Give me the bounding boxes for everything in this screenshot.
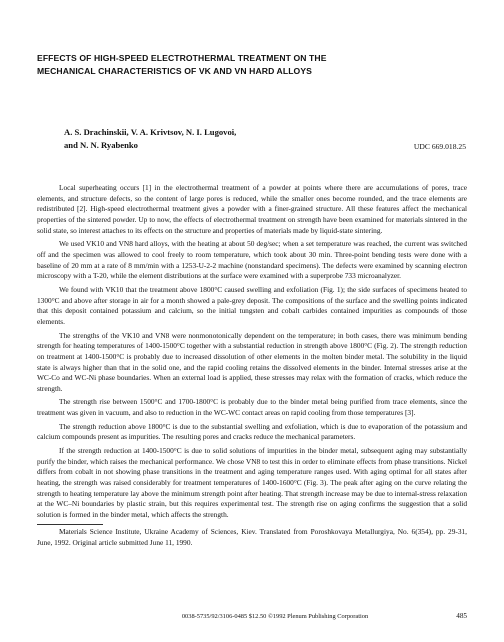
- paragraph: The strength rise between 1500°C and 1700-1800°C is probably due to the binder metal being purified from trace elements, since the treatment was given in vacuum, and also to reduction in the WC-WC contact areas on rapid cooling from those temperatures [3].: [37, 397, 467, 418]
- copyright-line: 0038-5735/92/3106-0485 $12.50 ©1992 Plenum Publishing Corporation: [181, 613, 369, 620]
- title-line-2: MECHANICAL CHARACTERISTICS OF VK AND VN HARD ALLOYS: [37, 66, 313, 76]
- paragraph: We used VK10 and VN8 hard alloys, with the heating at about 50 deg/sec; when a set temperature was reached, the current was switched off and the specimen was allowed to cool freely to room temperature, which took about 30 min. Three-point bending tests were done with a baseline of 20 mm at a rate of 8 mm/min with a 1253-U-2-2 machine (nonstandard specimens). The defects were examined by scanning electron microscopy with a T-20, while the element distributions at the surface were examined with a superprobe 733 microanalyzer.: [37, 239, 467, 281]
- footnote: [37, 527, 467, 548]
- article-title: [37, 52, 477, 78]
- paragraph: If the strength reduction at 1400-1500°C is due to solid solutions of impurities in the binder metal, subsequent aging may substantially purify the binder, which raises the mechanical performance. We chose VN8 to test this in order to eliminate effects from phase transitions. Nickel differs from cobalt in not showing phase transitions in the treatment and aging temperature ranges used. With aging optimal for all states after heating, the strength was raised considerably for treatment temperatures of 1400-1600°C (Fig. 3). The peak after aging on the curve relating the strength to heating temperature lay above the minimum strength point after heating. That strength increase may be due to internal-stress relaxation at the WC–Ni boundaries by plastic strain, but this requires experimental test. The strength rise on aging confirms the suggestion that a solid solution is formed in the binder metal, which affects the strength.: [37, 446, 467, 520]
- paragraph: The strengths of the VK10 and VN8 were nonmonotonically dependent on the temperature; in both cases, there was minimum bending strength for heating temperatures of 1400-1500°C together with a substantial reduction in strength above 1800°C (Fig. 2). The strength reduction on treatment at 1400-1500°C is probably due to increased dissolution of other elements in the molten binder metal. The solubility in the liquid state is always higher than that in the solid one, and the rapid cooling retains the dissolved elements in the binder. Internal stresses arise at the WC-Co and WC-Ni phase boundaries. When an external load is applied, these stresses may relax with the formation of cracks, which reduce the strength.: [37, 330, 467, 393]
- authors-line-1: A. S. Drachinskii, V. A. Krivtsov, N. I. Lugovoi,: [64, 127, 237, 137]
- paragraph: Local superheating occurs [1] in the electrothermal treatment of a powder at points where there are accumulations of pores, trace elements, and structure defects, so the content of large pores is reduced, while the smaller ones become rounded, and the trace elements are redistributed [2]. High-speed electrothermal treatment gives a powder with a finer-grained structure. All these features affect the mechanical properties of the sintered powder. Up to now, the effects of electrothermal treatment on strength have been examined for materials sintered in the solid state, so interest attaches to its effects on the structure and properties of materials made by liquid-state sintering.: [37, 183, 467, 235]
- paragraph: We found with VK10 that the treatment above 1800°C caused swelling and exfoliation (Fig. 1); the side surfaces of specimens heated to 1300°C and above after storage in air for a month showed a pale-grey deposit. The compositions of the surface and the swelling points indicated that this deposit contained potassium and calcium, so the initial tungsten and cobalt carbides contained impurities as compounds of those elements.: [37, 284, 467, 326]
- footnote-divider: [37, 524, 103, 525]
- title-line-1: EFFECTS OF HIGH-SPEED ELECTROTHERMAL TREATMENT ON THE: [37, 53, 327, 63]
- paragraph: The strength reduction above 1800°C is due to the substantial swelling and exfoliation, which is due to evaporation of the potassium and calcium compounds present as impurities. The resulting pores and cracks reduce the mechanical parameters.: [37, 421, 467, 442]
- article-body: [37, 183, 467, 524]
- authors: [64, 126, 364, 152]
- page-number: 485: [456, 612, 467, 620]
- footnote-text: Materials Science Institute, Ukraine Academy of Sciences, Kiev. Translated from Poroshkovaya Metallurgiya, No. 6(354), pp. 29-31, June, 1992. Original article submitted June 11, 1990.: [37, 527, 467, 547]
- udc-code: UDC 669.018.25: [413, 142, 466, 151]
- authors-line-2: and N. N. Ryabenko: [64, 140, 138, 150]
